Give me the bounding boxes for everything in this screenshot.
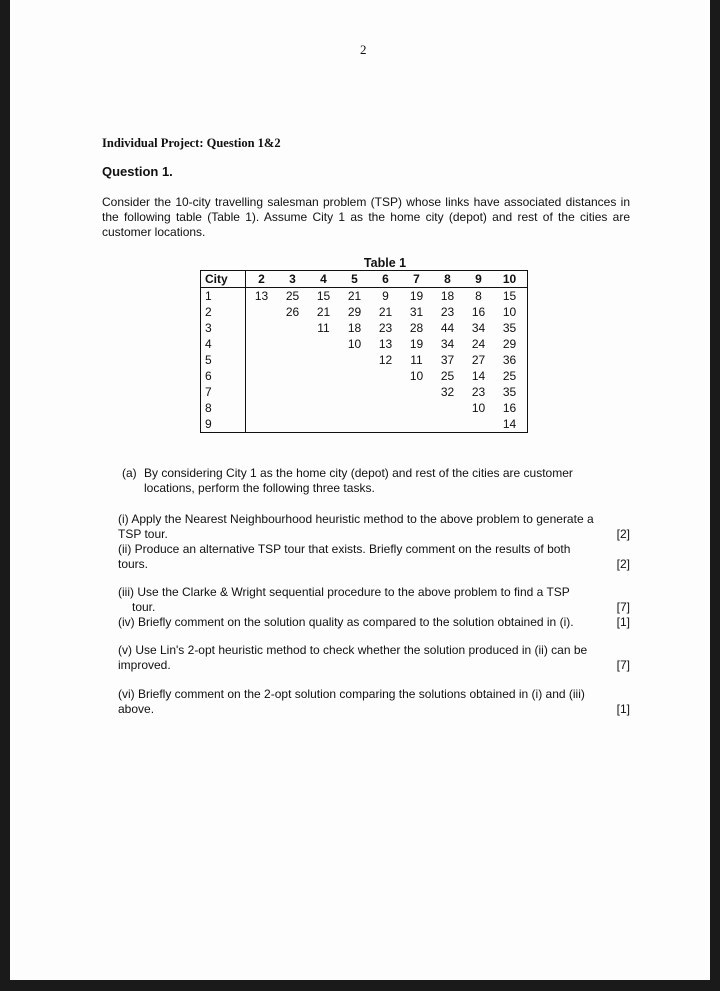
task-vi	[118, 687, 630, 717]
table-cell: 34	[471, 321, 486, 335]
task-iii-line1: (iii) Use the Clarke & Wright sequential procedure to the above problem to find a TSP	[118, 585, 570, 599]
table-cell: 18	[347, 321, 362, 335]
table-cell: 16	[494, 400, 528, 416]
table-cell: 36	[494, 352, 528, 368]
table-cell	[246, 368, 278, 384]
table-cell: 18	[440, 289, 455, 303]
part-a-label: (a)	[122, 466, 137, 480]
task-vi-marks: [1]	[616, 702, 630, 716]
table-cell: 9	[382, 289, 389, 303]
table-row	[201, 288, 528, 305]
table-cell: 19	[409, 289, 424, 303]
table-cell: 10	[409, 369, 424, 383]
table-cell: 19	[409, 337, 424, 351]
part-a-line1: By considering City 1 as the home city (depot) and rest of the cities are customer	[144, 466, 573, 480]
table-title: Table 1	[363, 256, 407, 270]
table-header-cell: 5	[339, 271, 370, 288]
table-cell: 13	[254, 289, 269, 303]
row-city-label: 9	[201, 416, 246, 433]
table-cell	[277, 384, 308, 400]
table-cell	[246, 336, 278, 352]
table-cell: 25	[494, 368, 528, 384]
table-cell: 25	[285, 289, 300, 303]
row-city-label: 8	[201, 400, 246, 416]
table-header-cell: 2	[246, 271, 278, 288]
table-cell	[246, 304, 278, 320]
row-city-label: 4	[201, 336, 246, 352]
table-cell: 35	[494, 384, 528, 400]
table-cell	[401, 400, 432, 416]
table-cell	[370, 368, 401, 384]
table-header-cell: 6	[370, 271, 401, 288]
table-cell: 29	[494, 336, 528, 352]
table-row	[201, 352, 528, 368]
part-a	[122, 466, 632, 496]
table-cell: 14	[471, 369, 486, 383]
task-vi-line1: (vi) Briefly comment on the 2-opt solution comparing the solutions obtained in (i) and (iii)	[118, 687, 585, 701]
task-ii-marks: [2]	[616, 557, 630, 571]
table-header-cell: 8	[432, 271, 463, 288]
row-city-label: 3	[201, 320, 246, 336]
document-page	[10, 0, 710, 980]
table-row	[201, 416, 528, 433]
table-cell	[463, 416, 494, 433]
table-cell: 27	[471, 353, 486, 367]
task-ii-line2: tours.	[118, 557, 149, 571]
table-cell: 15	[494, 288, 528, 305]
table-row	[201, 304, 528, 320]
table-cell: 11	[410, 353, 423, 367]
table-header-cell: 3	[277, 271, 308, 288]
task-iii-line2: tour.	[132, 600, 156, 614]
task-i-line1: (i) Apply the Nearest Neighbourhood heuristic method to the above problem to generate a	[118, 512, 594, 526]
table-cell	[370, 400, 401, 416]
task-iii-marks: [7]	[616, 600, 630, 614]
table-cell: 31	[409, 305, 424, 319]
table-cell	[370, 384, 401, 400]
table-row	[201, 320, 528, 336]
row-city-label: 6	[201, 368, 246, 384]
table-cell	[370, 416, 401, 433]
table-cell: 16	[471, 305, 486, 319]
table-cell: 23	[440, 305, 455, 319]
table-cell: 8	[475, 289, 482, 303]
table-cell	[277, 352, 308, 368]
table-cell: 21	[316, 305, 331, 319]
table-cell: 11	[317, 321, 330, 335]
table-cell: 25	[440, 369, 455, 383]
table-cell	[308, 384, 339, 400]
table-cell	[308, 416, 339, 433]
table-cell	[339, 368, 370, 384]
table-cell	[308, 352, 339, 368]
table-cell	[277, 416, 308, 433]
table-row	[201, 384, 528, 400]
table-row	[201, 336, 528, 352]
table-cell: 35	[494, 320, 528, 336]
table-cell: 13	[378, 337, 393, 351]
table-row	[201, 400, 528, 416]
table-cell	[432, 416, 463, 433]
task-v-line2: improved.	[118, 658, 171, 672]
row-city-label: 7	[201, 384, 246, 400]
task-i-line2: TSP tour.	[118, 527, 168, 541]
table-cell	[246, 352, 278, 368]
table-header-row	[201, 271, 528, 288]
table-cell: 44	[440, 321, 455, 335]
table-cell: 10	[347, 337, 362, 351]
table-cell	[401, 416, 432, 433]
row-city-label: 5	[201, 352, 246, 368]
table-cell	[339, 384, 370, 400]
table-cell: 37	[440, 353, 455, 367]
distance-table	[200, 270, 528, 433]
table-header-cell: 4	[308, 271, 339, 288]
table-cell	[308, 400, 339, 416]
table-cell	[401, 384, 432, 400]
task-ii-line1: (ii) Produce an alternative TSP tour that exists. Briefly comment on the results of both	[118, 542, 571, 556]
table-cell	[246, 384, 278, 400]
project-title: Individual Project: Question 1&2	[102, 136, 281, 150]
table-cell: 24	[471, 337, 486, 351]
table-cell: 23	[378, 321, 393, 335]
task-vi-line2: above.	[118, 702, 155, 716]
task-i-ii	[118, 512, 630, 572]
table-cell	[339, 352, 370, 368]
table-cell: 10	[494, 304, 528, 320]
table-cell: 21	[378, 305, 393, 319]
table-cell	[246, 400, 278, 416]
row-city-label: 1	[201, 288, 246, 305]
table-cell	[246, 416, 278, 433]
task-iv-marks: [1]	[616, 615, 630, 629]
table-cell: 26	[285, 305, 300, 319]
task-v-marks: [7]	[616, 658, 630, 672]
table-cell: 34	[440, 337, 455, 351]
table-cell	[339, 416, 370, 433]
table-row	[201, 368, 528, 384]
table-cell	[277, 320, 308, 336]
table-cell: 21	[347, 289, 362, 303]
table-cell	[308, 368, 339, 384]
table-header-cell: 9	[463, 271, 494, 288]
table-cell	[246, 320, 278, 336]
table-cell	[308, 336, 339, 352]
intro-paragraph: Consider the 10-city travelling salesman problem (TSP) whose links have associated distances in the following table (Table 1). Assume City 1 as the home city (depot) and rest of the cities are customer locations.	[102, 195, 630, 239]
table-cell: 29	[347, 305, 362, 319]
table-cell	[277, 336, 308, 352]
row-city-label: 2	[201, 304, 246, 320]
table-cell: 14	[494, 416, 528, 433]
table-cell: 28	[409, 321, 424, 335]
table-cell: 23	[471, 385, 486, 399]
table-cell	[339, 400, 370, 416]
table-cell: 12	[378, 353, 393, 367]
part-a-line2: locations, perform the following three tasks.	[144, 481, 375, 495]
table-header-cell: 10	[494, 271, 528, 288]
table-cell	[432, 400, 463, 416]
table-cell	[277, 400, 308, 416]
task-v-line1: (v) Use Lin's 2-opt heuristic method to check whether the solution produced in (ii) can be	[118, 643, 588, 657]
table-cell: 15	[316, 289, 331, 303]
table-cell: 10	[471, 401, 486, 415]
task-v	[118, 643, 630, 673]
table-header-cell: 7	[401, 271, 432, 288]
task-i-marks: [2]	[616, 527, 630, 541]
page-number: 2	[360, 42, 367, 57]
table-cell	[277, 368, 308, 384]
task-iii-iv	[118, 585, 630, 630]
question-title: Question 1.	[102, 164, 173, 179]
task-iv-line1: (iv) Briefly comment on the solution quality as compared to the solution obtained in (i).	[118, 615, 574, 629]
table-header-corner: City	[201, 271, 246, 288]
table-cell: 32	[440, 385, 455, 399]
